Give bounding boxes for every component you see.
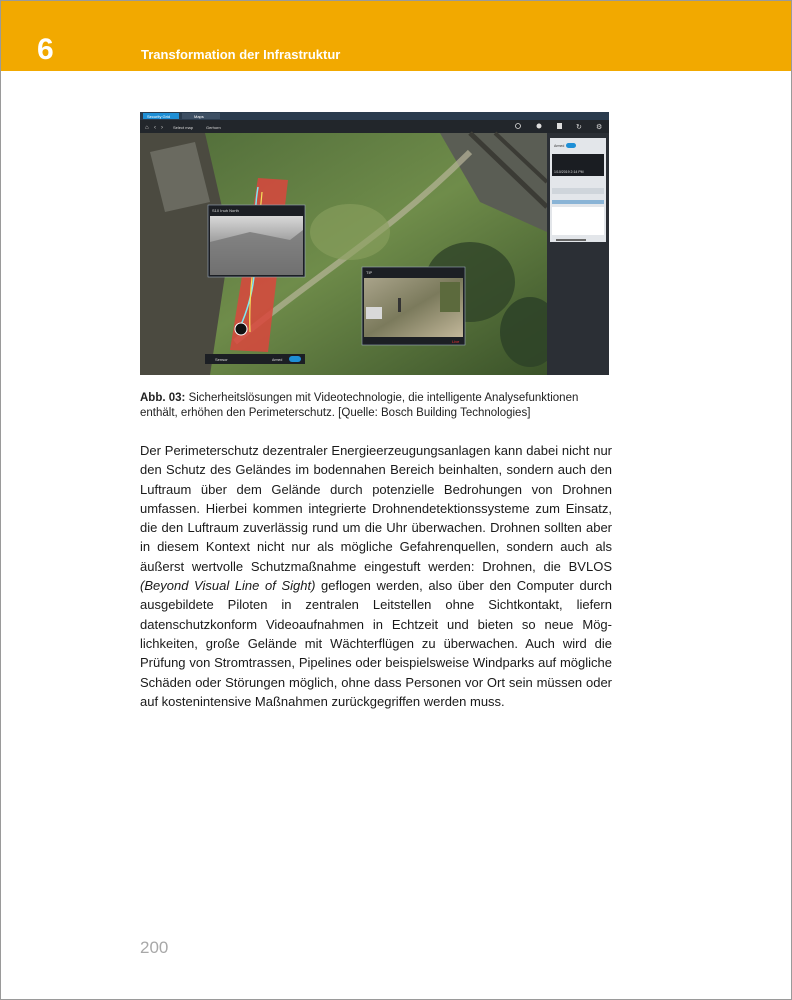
chapter-title: Transformation der Infrastruktur bbox=[141, 47, 341, 62]
back-icon[interactable]: ‹ bbox=[154, 125, 156, 131]
body-text-italic: (Beyond Visual Line of Sight) bbox=[140, 578, 316, 594]
panel-row bbox=[552, 188, 604, 194]
camera-live-status: Live bbox=[452, 339, 460, 344]
feed-trees bbox=[440, 282, 460, 312]
clearing bbox=[310, 204, 390, 260]
home-icon[interactable]: ⌂ bbox=[145, 125, 149, 131]
bottom-armed-label: Armed bbox=[272, 358, 283, 362]
maps-tab-label: Maps bbox=[194, 114, 204, 119]
security-software-screenshot bbox=[140, 112, 609, 375]
panel-slider[interactable] bbox=[556, 239, 586, 241]
gear-icon[interactable]: ⚙ bbox=[596, 124, 603, 131]
camera-window-title: TIP bbox=[366, 270, 373, 275]
bottom-armed-toggle[interactable] bbox=[289, 356, 301, 362]
refresh-icon[interactable]: ↻ bbox=[576, 124, 582, 131]
lock-icon[interactable] bbox=[557, 123, 562, 129]
body-paragraph bbox=[140, 441, 612, 711]
body-text-part-2: geflogen werden, also über den Computer durch ausgebildete Piloten in zentralen Leitstellen ohne Sichtkontakt, liefern datenschutzkonform Videoaufnahmen in Echtzeit und bieten so neue Möglichkeiten, große Gelände mit Wächterflügen zu überwachen. Auch wird die Prüfung von Stromtrassen, Pipelines oder beispielsweise Windparks auf mögliche Schäden oder Störungen möglich, ohne dass Personen vor Ort sein müssen oder auf kostenintensive Maßnahmen zurückgegriffen werden muss. bbox=[140, 578, 612, 709]
chapter-header bbox=[1, 1, 791, 71]
page-number: 200 bbox=[140, 938, 169, 957]
app-tab-label: Security Grid bbox=[147, 114, 171, 119]
caption-label: Abb. 03: bbox=[140, 392, 186, 404]
status-label: Armed bbox=[554, 144, 565, 148]
thermal-window-title: S10 Inuh North bbox=[212, 208, 239, 213]
timestamp: 1/10/2019 2:14 PM bbox=[554, 170, 584, 174]
armed-toggle[interactable] bbox=[566, 143, 576, 148]
body-text bbox=[140, 441, 612, 711]
person-figure bbox=[398, 298, 401, 312]
chapter-number: 6 bbox=[37, 33, 54, 66]
sensor-label: Sensor bbox=[215, 357, 228, 362]
breadcrumb[interactable]: Gerhorn bbox=[206, 125, 221, 130]
parked-car bbox=[366, 307, 382, 319]
figure-caption bbox=[140, 391, 610, 421]
figure-svg bbox=[140, 112, 609, 375]
drone-marker[interactable] bbox=[235, 323, 247, 335]
panel-row-selected[interactable] bbox=[552, 200, 604, 204]
body-text-part-1: Der Perimeterschutz dezentraler Energieerzeugungsanlagen kann dabei nicht nur den Schutz des Geländes im bodennahen Bereich beinhalten, sondern auch den Luftraum über dem Gelände durch potenzielle Bedrohungen von Drohnen umfassen. Hierbei kommen integrierte Drohnendetektionssysteme zum Einsatz, die den Luftraum zuverlässig rund um die Uhr überwachen. Drohnen sollten aber in diesem Kontext nicht nur als mögliche Gefahrenquellen, sondern auch als äußerst wertvolle Schutzmaßnahme eingestuft werden: Drohnen, die BVLOS bbox=[140, 443, 612, 574]
forward-icon[interactable]: › bbox=[161, 125, 163, 131]
caption-text: Sicherheitslösungen mit Videotechnologie, die intelligente Analysefunktionen enthält, erhöhen den Perimeterschutz. [Quelle: Bosch Building Technologies] bbox=[140, 392, 579, 419]
panel-list bbox=[552, 207, 604, 235]
select-map-dropdown[interactable]: Select map bbox=[173, 125, 194, 130]
globe-icon[interactable] bbox=[537, 124, 542, 129]
